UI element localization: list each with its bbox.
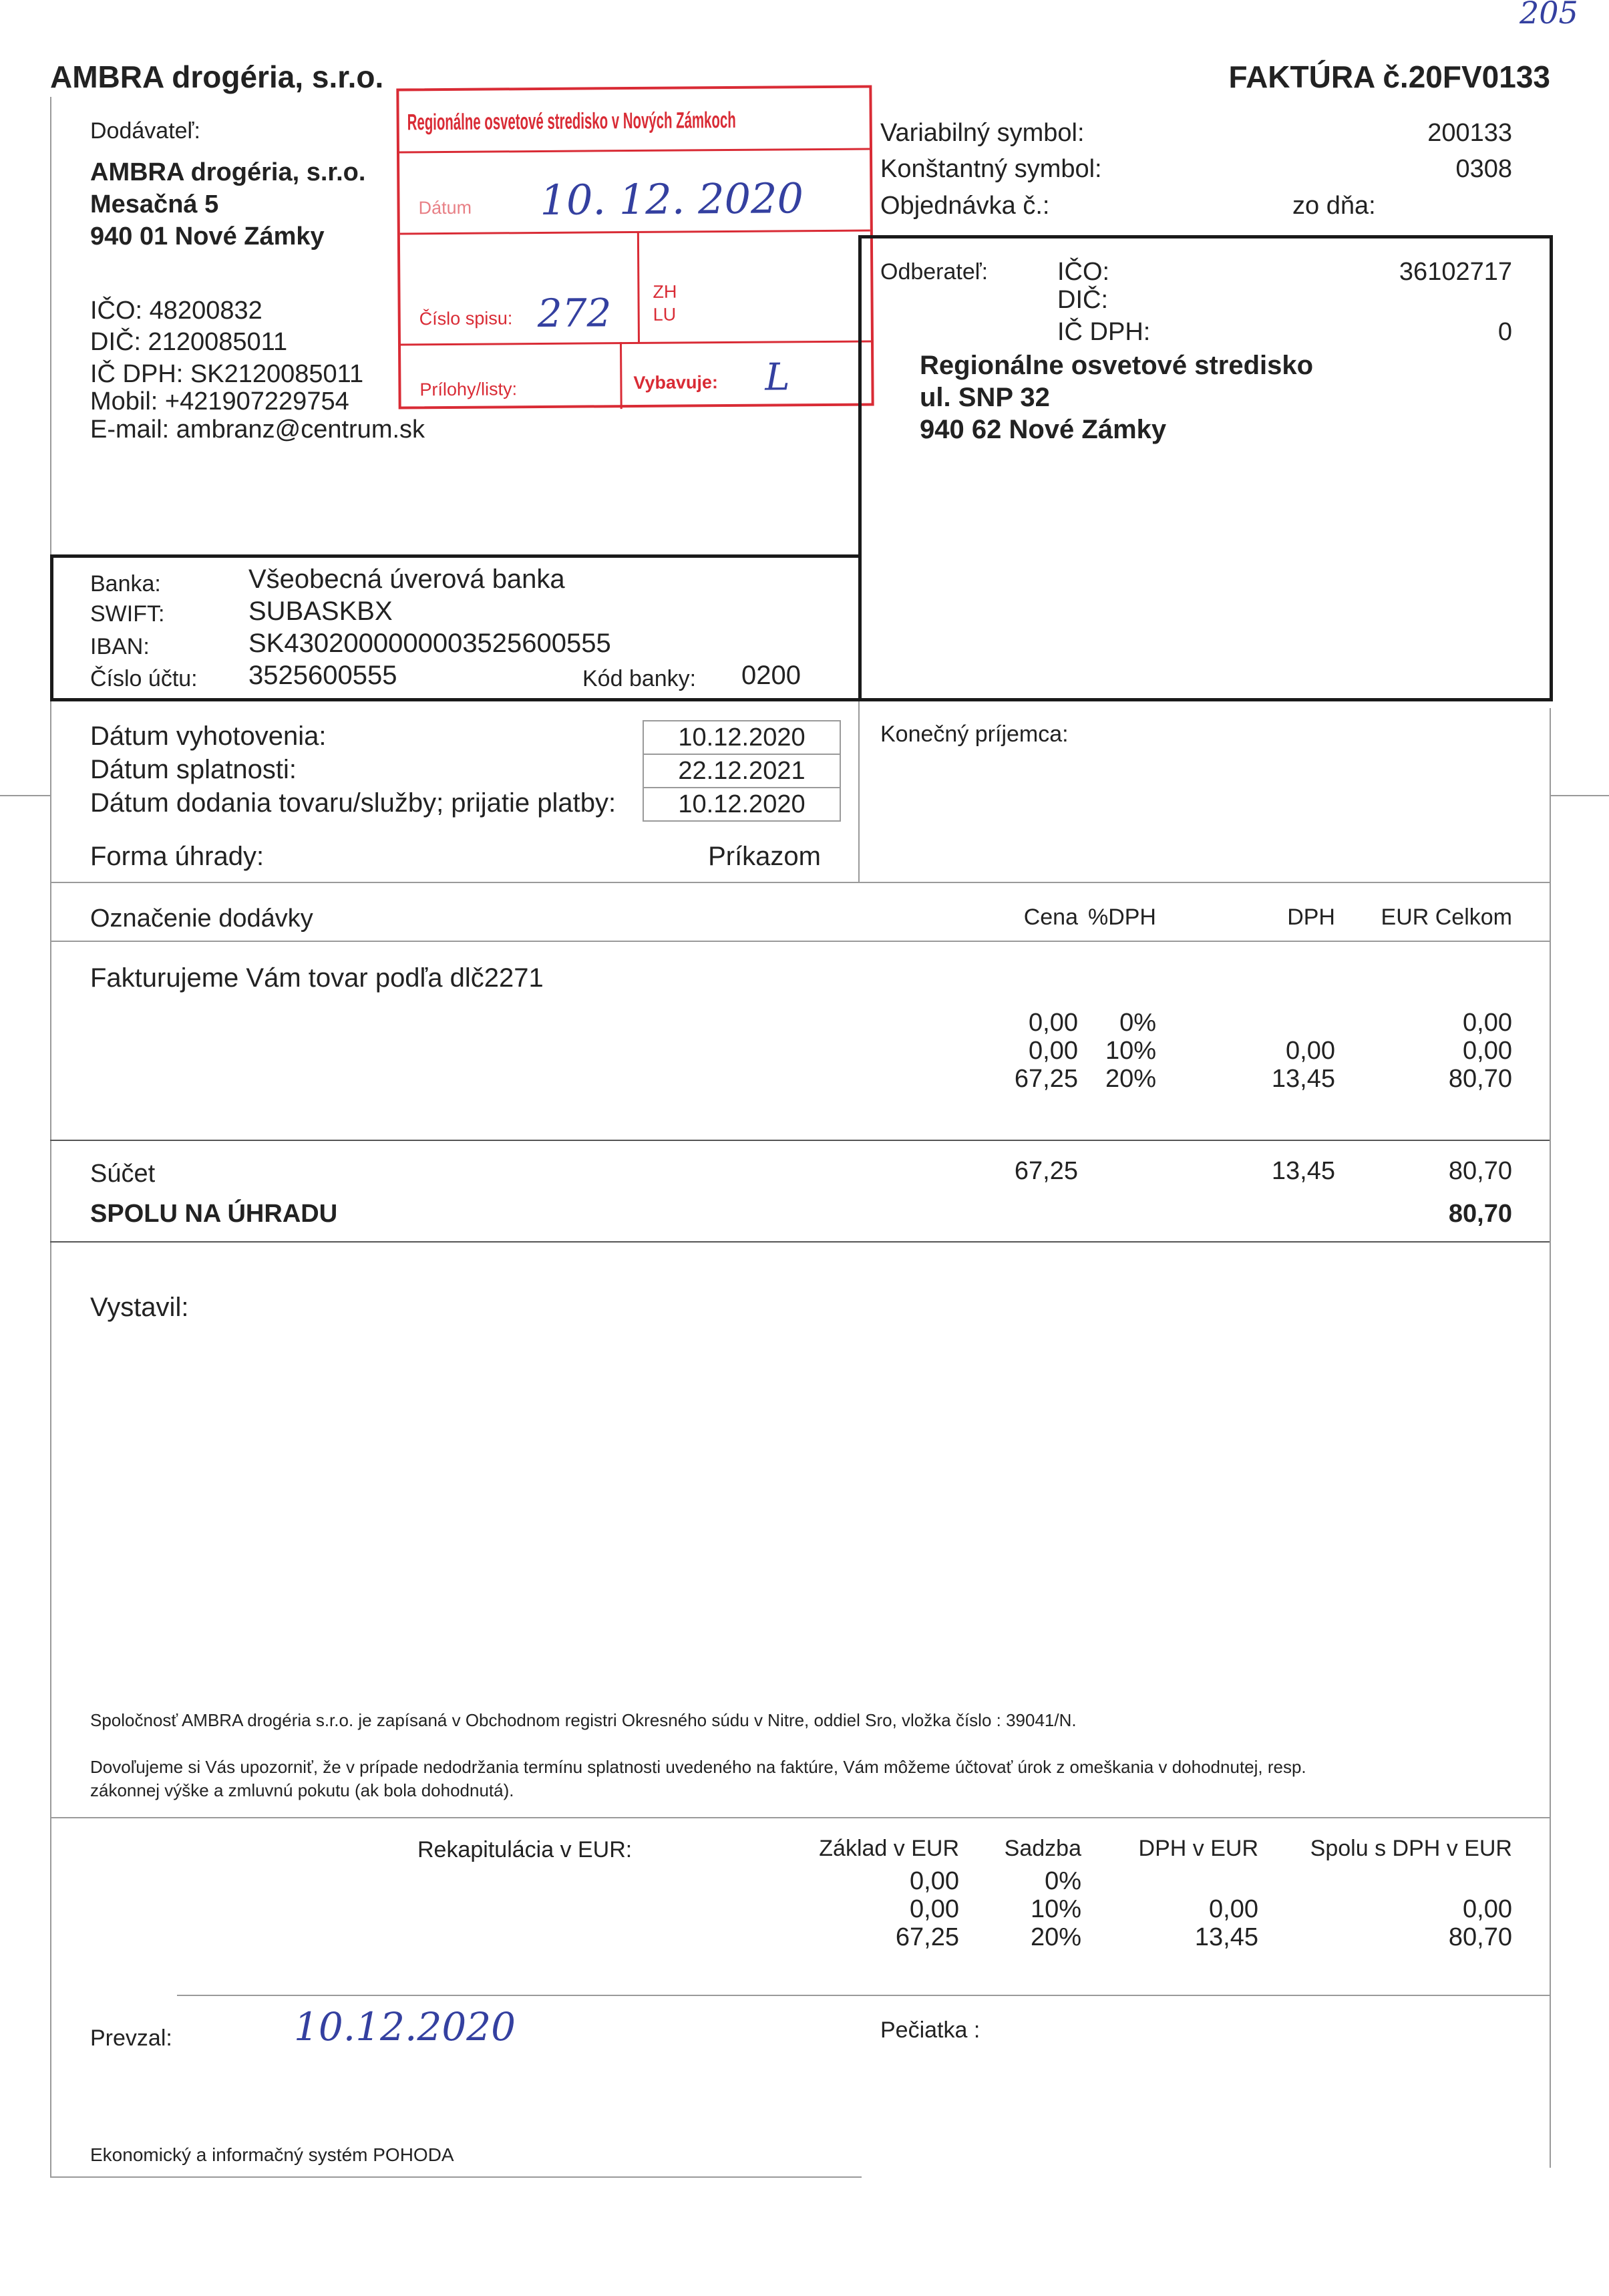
sum-bottom-rule	[50, 1241, 1550, 1243]
side-tick-left	[0, 795, 50, 796]
recap-rate: 20%	[1030, 1923, 1081, 1951]
customer-dic-label: DIČ:	[1057, 286, 1108, 314]
payment-notice-2: zákonnej výške a zmluvnú pokutu (ak bola dohodnutá).	[90, 1780, 514, 1800]
designation-header: Označenie dodávky	[90, 905, 313, 933]
handwritten-page-number: 205	[1519, 0, 1578, 31]
registry-stamp	[396, 86, 874, 409]
stamp-zh: ZH	[653, 281, 677, 302]
supplier-city: 940 01 Nové Zámky	[90, 222, 325, 251]
item-price: 0,00	[1029, 1009, 1078, 1037]
side-tick-right	[1550, 795, 1609, 796]
customer-street: ul. SNP 32	[920, 383, 1050, 412]
footer-bottom-rule	[50, 2176, 862, 2178]
total-due-value: 80,70	[1448, 1200, 1512, 1228]
total-due-label: SPOLU NA ÚHRADU	[90, 1200, 338, 1228]
order-label: Objednávka č.:	[880, 192, 1050, 220]
order-date-label: zo dňa:	[1292, 192, 1376, 220]
sum-top-rule	[50, 1140, 1550, 1141]
customer-ic-dph-value: 0	[1497, 318, 1512, 346]
item-total: 0,00	[1463, 1009, 1512, 1037]
company-header: AMBRA drogéria, s.r.o.	[50, 59, 384, 94]
supplier-label: Dodávateľ:	[90, 118, 200, 144]
supplier-dic: DIČ: 2120085011	[90, 328, 288, 356]
sum-price: 67,25	[1014, 1157, 1078, 1185]
recap-rate: 10%	[1030, 1895, 1081, 1923]
payment-notice-1: Dovoľujeme si Vás upozorniť, že v prípade nedodržania termínu splatnosti uvedeného na faktúre, Vám môžeme účtovať úrok z omeškania v dohodnutej, resp.	[90, 1757, 1306, 1777]
item-total: 0,00	[1463, 1037, 1512, 1065]
bank-label: Banka:	[90, 571, 161, 597]
registry-note: Spoločnosť AMBRA drogéria s.r.o. je zapísaná v Obchodnom registri Okresného súdu v Nitre, oddiel Sro, vložka číslo : 39041/N.	[90, 1710, 1077, 1730]
delivery-date-value: 10.12.2020	[643, 787, 841, 822]
stamp-title: Regionálne osvetové stredisko v Nových Zámkoch	[407, 107, 736, 136]
supplier-ico: IČO: 48200832	[90, 297, 262, 325]
divider-middle	[858, 695, 860, 882]
variable-symbol-value: 200133	[1427, 119, 1512, 147]
frame-right	[1550, 708, 1551, 2168]
items-top-rule	[50, 882, 1550, 883]
supplier-mobile: Mobil: +421907229754	[90, 387, 349, 416]
item-vat: 0,00	[1286, 1037, 1335, 1065]
recap-total: 80,70	[1448, 1923, 1512, 1951]
recap-base: 0,00	[910, 1867, 959, 1895]
recap-base: 0,00	[910, 1895, 959, 1923]
recap-vat: 13,45	[1194, 1923, 1258, 1951]
bank-value: Všeobecná úverová banka	[248, 564, 565, 594]
stamp-date-label: Dátum	[418, 197, 472, 218]
stamp-divider-2	[620, 342, 622, 409]
constant-symbol-value: 0308	[1455, 155, 1512, 183]
recap-rate: 0%	[1045, 1867, 1081, 1895]
recap-total: 0,00	[1463, 1895, 1512, 1923]
supplier-ic-dph: IČ DPH: SK2120085011	[90, 360, 364, 388]
customer-ic-dph-label: IČ DPH:	[1057, 318, 1151, 346]
received-label: Prevzal:	[90, 2025, 172, 2051]
frame-left	[50, 97, 51, 2178]
customer-box	[858, 235, 1553, 701]
final-recipient-label: Konečný príjemca:	[880, 721, 1069, 747]
stamp-file-label: Číslo spisu:	[419, 308, 513, 329]
recap-bottom-rule	[177, 1995, 1550, 1996]
stamp-line-1	[399, 148, 870, 154]
item-vat: 13,45	[1271, 1065, 1335, 1093]
supplier-email: E-mail: ambranz@centrum.sk	[90, 416, 425, 444]
due-date-label: Dátum splatnosti:	[90, 755, 297, 784]
issue-date-label: Dátum vyhotovenia:	[90, 721, 327, 751]
recap-rate-header: Sadzba	[1004, 1836, 1081, 1861]
variable-symbol-label: Variabilný symbol:	[880, 119, 1085, 147]
bank-code-value: 0200	[741, 661, 801, 690]
item-price: 0,00	[1029, 1037, 1078, 1065]
stamp-file-value: 272	[537, 290, 612, 337]
account-label: Číslo účtu:	[90, 666, 198, 691]
received-date: 10.12.2020	[294, 2004, 516, 2049]
items-header-rule	[50, 941, 1550, 942]
item-total: 80,70	[1448, 1065, 1512, 1093]
due-date-value: 22.12.2021	[643, 754, 841, 788]
item-pct: 20%	[1105, 1065, 1156, 1093]
stamp-line-2	[400, 230, 870, 235]
bank-code-label: Kód banky:	[582, 666, 697, 691]
total-header: EUR Celkom	[1381, 905, 1512, 930]
issue-date-value: 10.12.2020	[643, 720, 841, 755]
iban-value: SK4302000000003525600555	[248, 629, 611, 658]
issued-by-label: Vystavil:	[90, 1293, 189, 1322]
invoice-title: FAKTÚRA č.20FV0133	[1228, 59, 1550, 94]
price-header: Cena	[1023, 905, 1078, 930]
item-pct: 10%	[1105, 1037, 1156, 1065]
iban-label: IBAN:	[90, 634, 150, 659]
supplier-street: Mesačná 5	[90, 190, 219, 218]
sum-vat: 13,45	[1271, 1157, 1335, 1185]
software-note: Ekonomický a informačný systém POHODA	[90, 2144, 454, 2165]
swift-label: SWIFT:	[90, 601, 165, 627]
customer-ico-label: IČO:	[1057, 258, 1110, 286]
customer-label: Odberateľ:	[880, 259, 989, 285]
item-pct: 0%	[1119, 1009, 1156, 1037]
recap-base: 67,25	[895, 1923, 959, 1951]
stamp-handled-value: L	[765, 355, 790, 399]
customer-name: Regionálne osvetové stredisko	[920, 351, 1314, 380]
swift-value: SUBASKBX	[248, 597, 393, 626]
item-description: Fakturujeme Vám tovar podľa dlč2271	[90, 963, 544, 993]
recap-label: Rekapitulácia v EUR:	[417, 1837, 633, 1862]
vat-header: DPH	[1287, 905, 1335, 930]
seal-label: Pečiatka :	[880, 2017, 980, 2043]
recap-total-header: Spolu s DPH v EUR	[1310, 1836, 1512, 1861]
recap-base-header: Základ v EUR	[819, 1836, 959, 1861]
constant-symbol-label: Konštantný symbol:	[880, 155, 1102, 183]
stamp-date-value: 10. 12. 2020	[540, 174, 804, 224]
recap-top-rule	[50, 1817, 1550, 1818]
customer-city: 940 62 Nové Zámky	[920, 415, 1167, 444]
recap-vat: 0,00	[1209, 1895, 1258, 1923]
stamp-line-3	[401, 341, 871, 346]
payment-form-label: Forma úhrady:	[90, 842, 264, 871]
stamp-attachments-label: Prílohy/listy:	[419, 379, 518, 400]
sum-label: Súčet	[90, 1160, 156, 1188]
stamp-handled-label: Vybavuje:	[633, 372, 719, 393]
sum-total: 80,70	[1448, 1157, 1512, 1185]
stamp-lu: LU	[653, 304, 677, 325]
payment-form-value: Príkazom	[708, 842, 821, 871]
item-price: 67,25	[1014, 1065, 1078, 1093]
account-value: 3525600555	[248, 661, 397, 690]
recap-vat-header: DPH v EUR	[1138, 1836, 1258, 1861]
customer-ico-value: 36102717	[1399, 258, 1512, 286]
delivery-date-label: Dátum dodania tovaru/služby; prijatie platby:	[90, 788, 616, 818]
vat-pct-header: %DPH	[1087, 905, 1156, 930]
supplier-name: AMBRA drogéria, s.r.o.	[90, 158, 366, 186]
stamp-divider-1	[637, 231, 640, 343]
